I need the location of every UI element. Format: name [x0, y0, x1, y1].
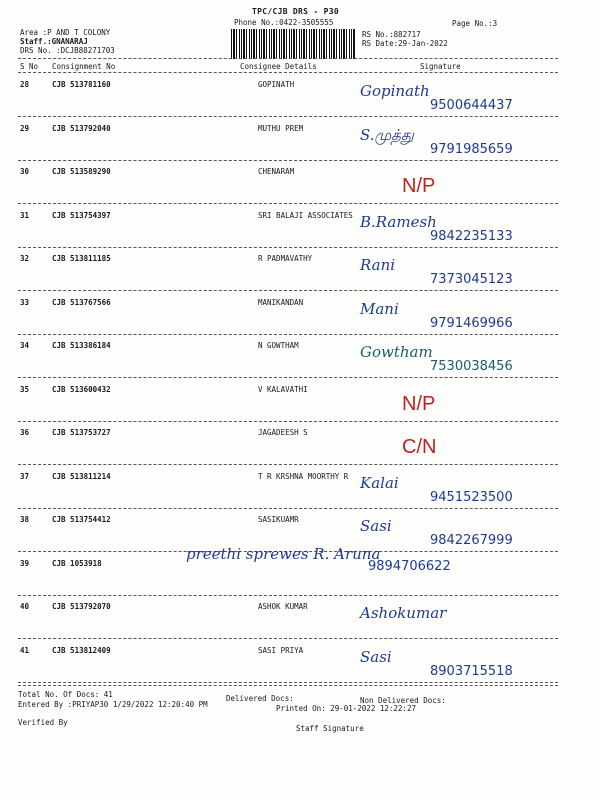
footer-divider	[18, 685, 558, 686]
row-sno: 33	[20, 298, 30, 307]
row-sno: 32	[20, 254, 30, 263]
area-label: Area :P AND T COLONY	[20, 28, 111, 37]
row-phone: 9842267999	[430, 533, 513, 548]
row-sno: 37	[20, 472, 30, 481]
row-divider	[18, 508, 558, 509]
row-sno: 30	[20, 167, 30, 176]
row-divider	[18, 203, 558, 204]
row-consignee: V KALAVATHI	[258, 385, 308, 394]
row-consignment: CJB 513811185	[52, 254, 111, 263]
document-title: TPC/CJB DRS - P30	[252, 7, 339, 16]
page-number: Page No.:3	[452, 19, 498, 28]
row-status-mark: N/P	[402, 393, 436, 415]
row-divider	[18, 334, 558, 335]
row-consignee: GOPINATH	[258, 80, 295, 89]
delivered-docs: Delivered Docs:	[226, 694, 294, 703]
row-consignee: SASIKUAMR	[258, 515, 299, 524]
row-consignee: MANIKANDAN	[258, 298, 304, 307]
row-consignee: SASI PRIYA	[258, 646, 304, 655]
row-consignee: MUTHU PREM	[258, 124, 304, 133]
row-sno: 41	[20, 646, 30, 655]
row-phone: 7373045123	[430, 272, 513, 287]
row-phone: 9842235133	[430, 229, 513, 244]
row-consignment: CJB 513781160	[52, 80, 111, 89]
row-divider	[18, 638, 558, 639]
row-consignee: T R KRSHNA MOORTHY R	[258, 472, 349, 481]
row-divider	[18, 247, 558, 248]
row-sno: 29	[20, 124, 30, 133]
row-consignee: ASHOK KUMAR	[258, 602, 308, 611]
row-consignment: CJB 513589290	[52, 167, 111, 176]
row-phone: 8903715518	[430, 664, 513, 679]
verified-by: Verified By	[18, 718, 68, 727]
row-phone: 7530038456	[430, 359, 513, 374]
row-consignment: CJB 513754397	[52, 211, 111, 220]
rs-date: RS Date:29-Jan-2022	[362, 39, 448, 48]
rs-number: RS No.:882717	[362, 30, 421, 39]
row-consignment: CJB 513600432	[52, 385, 111, 394]
drs-number: DRS No. :DCJB88271703	[20, 46, 115, 55]
row-consignment: CJB 513792070	[52, 602, 111, 611]
row-consignment: CJB 513792040	[52, 124, 111, 133]
row-consignee: N GOWTHAM	[258, 341, 299, 350]
row-consignee: CHENARAM	[258, 167, 295, 176]
non-delivered-docs: Non Delivered Docs:	[360, 696, 446, 705]
row-signature: preethi sprewes R. Aruna	[186, 545, 381, 563]
row-signature: Sasi	[360, 517, 392, 535]
row-phone: 9500644437	[430, 98, 513, 113]
row-divider	[18, 290, 558, 291]
row-sno: 36	[20, 428, 30, 437]
row-signature: Sasi	[360, 648, 392, 666]
row-signature: B.Ramesh	[360, 213, 437, 231]
row-signature: Gowtham	[360, 343, 433, 361]
row-signature: Ashokumar	[360, 604, 447, 622]
row-consignee: SRI BALAJI ASSOCIATES	[258, 211, 353, 220]
row-divider	[18, 377, 558, 378]
col-sno: S No	[20, 62, 39, 71]
row-consignee: JAGADEESH S	[258, 428, 308, 437]
row-signature: Kalai	[360, 474, 399, 492]
row-signature: Mani	[360, 300, 399, 318]
barcode	[231, 29, 355, 59]
row-sno: 28	[20, 80, 30, 89]
row-divider	[18, 595, 558, 596]
col-consignee: Consignee Details	[240, 62, 317, 71]
row-status-mark: C/N	[402, 436, 437, 458]
row-sno: 38	[20, 515, 30, 524]
entered-by: Entered By :PRIYAP30 1/29/2022 12:20:40 PM	[18, 700, 208, 709]
printed-on: Printed On: 29-01-2022 12:22:27	[276, 704, 416, 713]
row-divider	[18, 682, 558, 683]
row-consignment: CJB 513754412	[52, 515, 111, 524]
row-consignment: CJB 513386184	[52, 341, 111, 350]
row-signature: Rani	[360, 256, 396, 274]
total-docs: Total No. Of Docs: 41	[18, 690, 113, 699]
row-status-mark: N/P	[402, 175, 436, 197]
row-sno: 35	[20, 385, 30, 394]
col-consignment: Consignment No	[52, 62, 116, 71]
row-signature: Gopinath	[360, 82, 430, 100]
header-divider-bottom	[18, 72, 558, 73]
row-consignment: CJB 1053918	[52, 559, 102, 568]
row-consignment: CJB 513811214	[52, 472, 111, 481]
row-sno: 39	[20, 559, 30, 568]
row-consignment: CJB 513753727	[52, 428, 111, 437]
row-consignee: R PADMAVATHY	[258, 254, 313, 263]
row-sno: 31	[20, 211, 30, 220]
row-sno: 34	[20, 341, 30, 350]
row-sno: 40	[20, 602, 30, 611]
row-phone: 9791469966	[430, 316, 513, 331]
row-divider	[18, 464, 558, 465]
col-signature: Signature	[420, 62, 461, 71]
staff-label: Staff.:GNANARAJ	[20, 37, 88, 46]
row-consignment: CJB 513767566	[52, 298, 111, 307]
row-signature: S.முத்து	[360, 126, 414, 144]
row-divider	[18, 421, 558, 422]
row-phone: 9894706622	[368, 559, 451, 574]
phone-number: Phone No.:0422-3505555	[234, 18, 334, 27]
row-divider	[18, 160, 558, 161]
row-consignment: CJB 513812409	[52, 646, 111, 655]
header-divider	[18, 58, 558, 59]
staff-signature: Staff Signature	[296, 724, 364, 733]
row-phone: 9791985659	[430, 142, 513, 157]
row-phone: 9451523500	[430, 490, 513, 505]
row-divider	[18, 116, 558, 117]
